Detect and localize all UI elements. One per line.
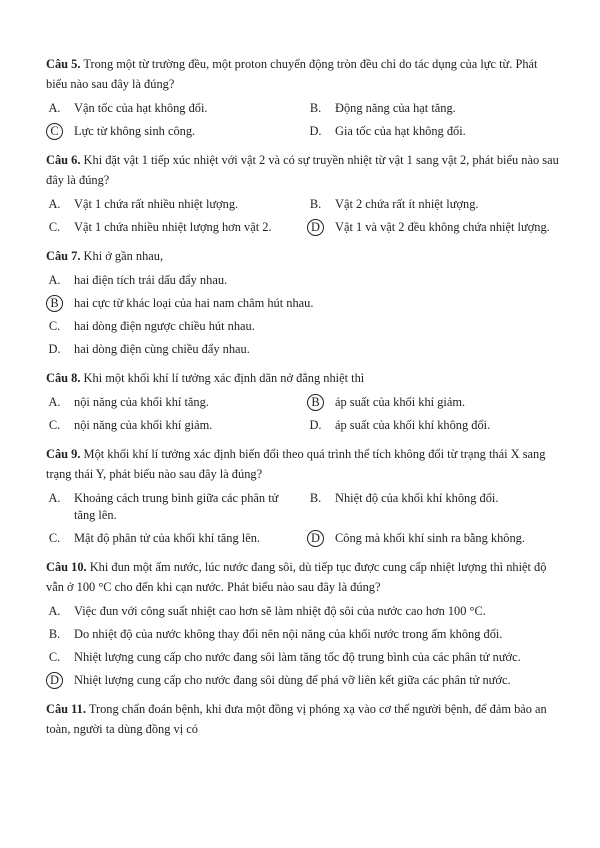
answer-letter: A. [48, 604, 61, 618]
answer-option [46, 196, 299, 213]
answer-option [46, 100, 299, 117]
answer-letter: D. [48, 342, 61, 356]
answer-option [46, 626, 560, 643]
question-block [46, 368, 560, 434]
answer-letter: C. [48, 650, 61, 664]
answer-letter: A. [48, 395, 61, 409]
answer-text: Vật 2 chứa rất ít nhiệt lượng. [335, 197, 479, 211]
question-text [46, 246, 560, 266]
question-block [46, 557, 560, 689]
answer-option [46, 672, 560, 689]
answer-letter: D. [309, 418, 322, 432]
answer-text: hai cực từ khác loại của hai nam châm hút nhau. [74, 296, 314, 310]
answer-letter: C. [48, 418, 61, 432]
answer-option [46, 417, 299, 434]
answer-text: áp suất của khối khí giảm. [335, 395, 466, 409]
question-number: Câu 10. [46, 560, 87, 574]
answer-letter: D. [309, 124, 322, 138]
question-text [46, 368, 560, 388]
answer-text: Mật độ phân tử của khối khí tăng lên. [74, 531, 260, 545]
question-text [46, 150, 560, 190]
answer-text: Công mà khối khí sinh ra bằng không. [335, 531, 525, 545]
question-text [46, 699, 560, 739]
answer-letter: B. [309, 101, 322, 115]
answer-text: Vật 1 chứa rất nhiều nhiệt lượng. [74, 197, 239, 211]
answer-text: Vật 1 và vật 2 đều không chứa nhiệt lượng. [335, 220, 550, 234]
question-stem: Trong một từ trường đều, một proton chuyển động tròn đều chỉ do tác dụng của lực từ. Phát biểu nào sau đây là đúng? [46, 57, 538, 91]
question-block [46, 246, 560, 358]
answer-options [46, 603, 560, 689]
answer-options [46, 490, 560, 547]
question-stem: Một khối khí lí tưởng xác định biến đổi theo quá trình thể tích không đổi từ trạng thái X sang trạng thái Y, phát biểu nào sau đây là đúng? [46, 447, 546, 481]
answer-letter: B. [309, 197, 322, 211]
answer-options [46, 196, 560, 236]
answer-option [307, 219, 560, 236]
answer-text: Vật 1 chứa nhiều nhiệt lượng hơn vật 2. [74, 220, 272, 234]
answer-option [307, 196, 560, 213]
question-stem: Khi đun một ấm nước, lúc nước đang sôi, dù tiếp tục được cung cấp nhiệt lượng thì nhiệt độ vẫn ở 100 °C cho đến khi cạn nước. Phát biểu nào sau đây là đúng? [46, 560, 547, 594]
answer-letter: C. [48, 531, 61, 545]
answer-text: Lực từ không sinh công. [74, 124, 196, 138]
answer-letter: C. [48, 319, 61, 333]
question-stem: Khi một khối khí lí tưởng xác định dãn nở đẳng nhiệt thì [83, 371, 365, 385]
answer-letter: A. [48, 491, 61, 505]
answer-option [307, 394, 560, 411]
selected-answer-letter: B [46, 295, 63, 312]
answer-text: nội năng của khối khí giảm. [74, 418, 213, 432]
answer-text: nội năng của khối khí tăng. [74, 395, 209, 409]
answer-option [307, 417, 560, 434]
answer-text: hai điện tích trái dấu đẩy nhau. [74, 273, 228, 287]
answer-option [307, 530, 560, 547]
selected-answer-letter: B [307, 394, 324, 411]
question-block [46, 699, 560, 739]
answer-options [46, 272, 560, 358]
selected-answer-letter: D [307, 530, 324, 547]
answer-option [46, 295, 560, 312]
answer-option [46, 123, 299, 140]
answer-text: Gia tốc của hạt không đổi. [335, 124, 466, 138]
answer-text: Nhiệt lượng cung cấp cho nước đang sôi dùng để phá vỡ liên kết giữa các phân tử nước. [74, 673, 511, 687]
answer-option [307, 123, 560, 140]
answer-option [307, 100, 560, 117]
answer-option [46, 603, 560, 620]
question-stem: Trong chẩn đoán bệnh, khi đưa một đồng vị phóng xạ vào cơ thể người bệnh, để đảm bảo an toàn, người ta dùng đồng vị có [46, 702, 547, 736]
answer-letter: C. [48, 220, 61, 234]
answer-letter: A. [48, 101, 61, 115]
answer-text: Nhiệt lượng cung cấp cho nước đang sôi làm tăng tốc độ trung bình của các phân tử nước. [74, 650, 521, 664]
answer-option [46, 219, 299, 236]
answer-option [46, 530, 299, 547]
answer-letter: A. [48, 273, 61, 287]
answer-option [46, 272, 560, 289]
answer-text: Do nhiệt độ của nước không thay đổi nên nội năng của khối nước trong ấm không đổi. [74, 627, 503, 641]
selected-answer-letter: D [307, 219, 324, 236]
selected-answer-letter: D [46, 672, 63, 689]
question-number: Câu 8. [46, 371, 81, 385]
answer-text: Nhiệt độ của khối khí không đổi. [335, 491, 499, 505]
answer-options [46, 100, 560, 140]
answer-option [307, 490, 560, 524]
question-number: Câu 9. [46, 447, 81, 461]
question-block [46, 444, 560, 547]
answer-letter: B. [309, 491, 322, 505]
answer-option [46, 649, 560, 666]
question-number: Câu 5. [46, 57, 81, 71]
question-block [46, 150, 560, 236]
selected-answer-letter: C [46, 123, 63, 140]
question-number: Câu 7. [46, 249, 81, 263]
answer-option [46, 394, 299, 411]
question-text [46, 54, 560, 94]
question-block [46, 54, 560, 140]
answer-text: Vận tốc của hạt không đổi. [74, 101, 208, 115]
question-number: Câu 11. [46, 702, 86, 716]
answer-text: hai dòng điện ngược chiều hút nhau. [74, 319, 255, 333]
answer-letter: B. [48, 627, 61, 641]
question-number: Câu 6. [46, 153, 81, 167]
question-text [46, 557, 560, 597]
answer-option [46, 318, 560, 335]
question-stem: Khi ở gần nhau, [83, 249, 164, 263]
answer-text: hai dòng điện cùng chiều đẩy nhau. [74, 342, 250, 356]
answer-option [46, 490, 299, 524]
answer-text: Động năng của hạt tăng. [335, 101, 456, 115]
question-stem: Khi đặt vật 1 tiếp xúc nhiệt với vật 2 và có sự truyền nhiệt từ vật 1 sang vật 2, phát biểu nào sau đây là đúng? [46, 153, 559, 187]
answer-text: Khoảng cách trung bình giữa các phân tử tăng lên. [74, 491, 279, 522]
answer-options [46, 394, 560, 434]
answer-option [46, 341, 560, 358]
answer-text: áp suất của khối khí không đổi. [335, 418, 491, 432]
answer-letter: A. [48, 197, 61, 211]
question-text [46, 444, 560, 484]
answer-text: Việc đun với công suất nhiệt cao hơn sẽ làm nhiệt độ sôi của nước cao hơn 100 °C. [74, 604, 486, 618]
exam-page [46, 54, 560, 749]
